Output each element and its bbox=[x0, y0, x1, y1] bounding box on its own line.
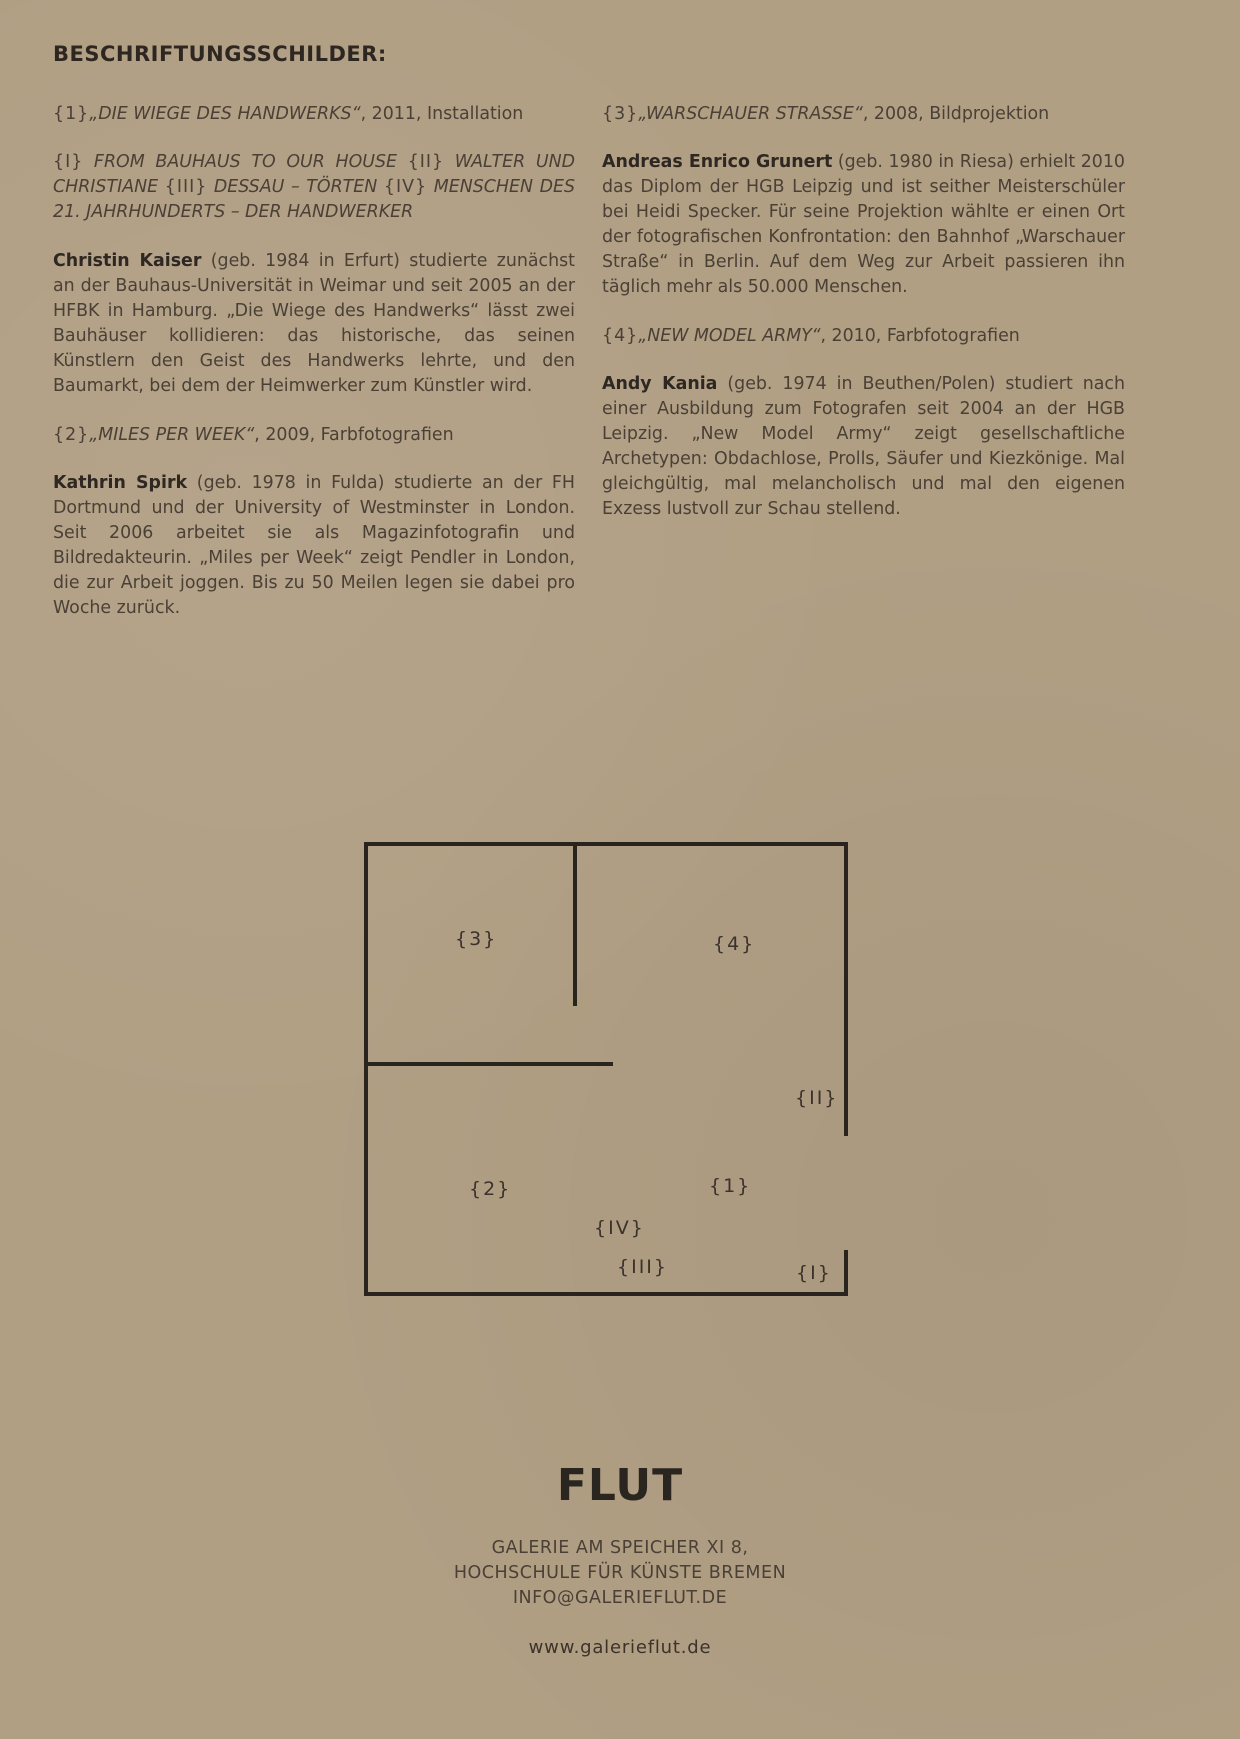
work-1-title bbox=[53, 102, 575, 127]
plan-label-2: {2} bbox=[469, 1178, 512, 1200]
work-4-title bbox=[602, 324, 1125, 349]
work-2-title bbox=[53, 423, 575, 448]
work-meta: , 2011, Installation bbox=[360, 104, 524, 124]
artist-bio-4 bbox=[602, 372, 1125, 522]
artist-name: Christin Kaiser bbox=[53, 251, 202, 271]
artist-name: Andreas Enrico Grunert bbox=[602, 152, 833, 172]
subwork-title: MENSCHEN DES 21. JAHRHUNDERTS – DER HANDWERKER bbox=[53, 177, 575, 222]
work-meta: , 2010, Farbfotografien bbox=[820, 326, 1020, 346]
artist-bio-text: (geb. 1980 in Riesa) erhielt 2010 das Diplom der HGB Leipzig und ist seither Meisterschüler bei Heidi Specker. Für seine Projektion wählte er einen Ort der fotografischen Konfrontation: den Bahnhof „Warschauer Straße“ in Berlin. Auf dem Weg zur Arbeit passieren ihn täglich mehr als 50.000 Menschen. bbox=[602, 152, 1125, 297]
subwork-title: WALTER UND CHRISTIANE bbox=[53, 152, 575, 197]
plan-label-3: {3} bbox=[455, 928, 498, 950]
artist-name: Kathrin Spirk bbox=[53, 473, 188, 493]
work-number: {4} bbox=[602, 326, 639, 346]
subwork-number: {IV} bbox=[383, 177, 428, 197]
plan-label-IV: {IV} bbox=[594, 1217, 645, 1239]
left-column bbox=[53, 102, 575, 645]
work-number: {3} bbox=[602, 104, 639, 124]
gallery-logo: FLUT bbox=[556, 1460, 684, 1511]
gallery-address bbox=[0, 1536, 1240, 1611]
artist-bio-text: (geb. 1984 in Erfurt) studierte zunächst an der Bauhaus-Universität in Weimar und seit 2005 an der HFBK in Hamburg. „Die Wiege des Handwerks“ lässt zwei Bauhäuser kollidieren: das historische, das seinen Künstlern den Geist des Handwerks lehrte, und den Baumarkt, bei dem der Heimwerker zum Künstler wird. bbox=[53, 251, 576, 396]
plan-label-I: {I} bbox=[796, 1262, 832, 1284]
work-number: {1} bbox=[53, 104, 90, 124]
plan-label-III: {III} bbox=[617, 1256, 668, 1278]
artist-bio-text: (geb. 1974 in Beuthen/Polen) studiert nach einer Ausbildung zum Fotografen seit 2004 an der HGB Leipzig. „New Model Army“ zeigt gesellschaftliche Archetypen: Obdachlose, Prolls, Säufer und Kiezkönige. Mal gleichgültig, mal melancholisch und mal den eigenen Exzess lustvoll zur Schau stellend. bbox=[602, 374, 1125, 519]
email-link[interactable]: INFO@GALERIEFLUT.DE bbox=[512, 1588, 728, 1608]
subwork-number: {II} bbox=[407, 152, 445, 172]
artist-bio-2 bbox=[53, 471, 575, 621]
work-meta: , 2009, Farbfotografien bbox=[254, 425, 454, 445]
artist-bio-text: (geb. 1978 in Fulda) studierte an der FH Dortmund und der University of Westminster in London. Seit 2006 arbeitet sie als Magazinfotografin und Bildredakteurin. „Miles per Week“ zeigt Pendler in London, die zur Arbeit joggen. Bis zu 50 Meilen legen sie dabei pro Woche zurück. bbox=[53, 473, 575, 618]
page-heading: BESCHRIFTUNGSSCHILDER: bbox=[53, 42, 387, 66]
subwork-number: {I} bbox=[53, 152, 84, 172]
website-link[interactable]: www.galerieflut.de bbox=[528, 1637, 712, 1658]
subwork-number: {III} bbox=[164, 177, 208, 197]
subwork-title: FROM BAUHAUS TO OUR HOUSE bbox=[83, 152, 408, 172]
address-line: GALERIE AM SPEICHER XI 8, bbox=[491, 1538, 749, 1558]
right-column bbox=[602, 102, 1125, 546]
work-title: „WARSCHAUER STRASSE“ bbox=[638, 104, 863, 124]
plan-label-II: {II} bbox=[795, 1087, 839, 1109]
work-title: „MILES PER WEEK“ bbox=[89, 425, 255, 445]
artist-bio-1 bbox=[53, 249, 575, 399]
plan-label-1: {1} bbox=[709, 1175, 752, 1197]
artist-bio-3 bbox=[602, 150, 1125, 300]
artist-name: Andy Kania bbox=[602, 374, 718, 394]
subwork-title: DESSAU – TÖRTEN bbox=[207, 177, 384, 197]
plan-label-4: {4} bbox=[713, 933, 756, 955]
work-3-title bbox=[602, 102, 1125, 127]
work-meta: , 2008, Bildprojektion bbox=[862, 104, 1050, 124]
work-number: {2} bbox=[53, 425, 90, 445]
work-title: „NEW MODEL ARMY“ bbox=[638, 326, 821, 346]
subworks-list bbox=[53, 150, 575, 225]
work-title: „DIE WIEGE DES HANDWERKS“ bbox=[89, 104, 361, 124]
address-line: HOCHSCHULE FÜR KÜNSTE BREMEN bbox=[453, 1563, 787, 1583]
